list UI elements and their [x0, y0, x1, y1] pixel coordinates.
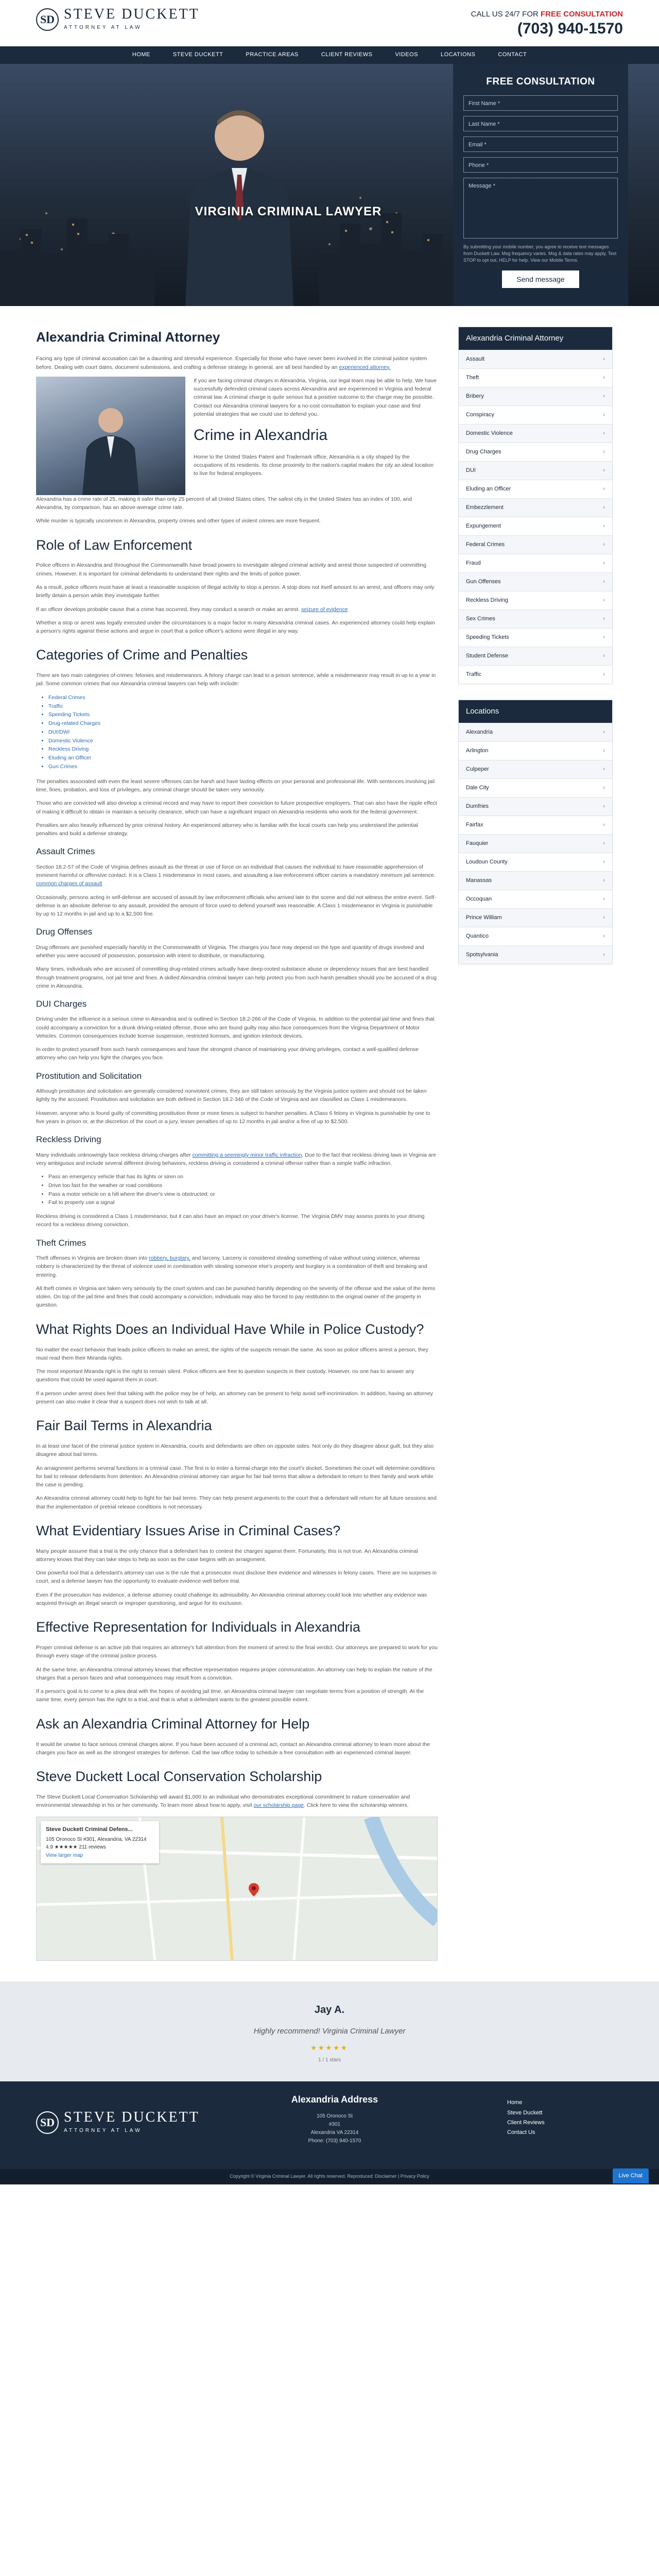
main-nav [0, 46, 659, 64]
chevron-right-icon: › [603, 355, 605, 362]
view-larger-map-link[interactable]: View larger map [46, 1852, 83, 1858]
testimonial-quote: Highly recommend! Virginia Criminal Lawyer [253, 2027, 406, 2036]
sidebar-item-theft[interactable]: Theft › [459, 368, 612, 387]
map-card-rating: 4.9 ★★★★★ 211 reviews [46, 1844, 106, 1850]
footer-brand-subtitle: ATTORNEY AT LAW [64, 2128, 142, 2134]
assault-paragraph-1: Section 18.2-57 of the Code of Virginia defines assault as the threat or use of force on an individual that causes the individual to have reasonable apprehension of imminent harmful or offensive contact. It is a Class 1 misdemeanor in most cases, and assaulting a law enforcement officer carries a mandatory minimum jail sentence. common charges of assault [36, 863, 436, 887]
list-item: • Pass a motor vehicle on a hill where the driver's view is obstructed; or [48, 1190, 438, 1199]
locations-box [458, 700, 613, 964]
dui-heading: DUI Charges [36, 999, 87, 1009]
copyright-bar: Copyright © Virginia Criminal Lawyer. All rights reserved. Reproduced: Disclaimer | Privacy Policy [0, 2169, 659, 2184]
sidebar-item-dui[interactable]: DUI › [459, 461, 612, 480]
sidebar [458, 327, 613, 1961]
rights-paragraph-1: No matter the exact behavior that leads police officers to make an arrest, the rights of the suspects remain the same. As soon as police officers arrest a person, they must read them their Miranda rights. [36, 1346, 428, 1361]
location-arlington[interactable]: Arlington › [459, 741, 612, 760]
email-field[interactable]: Email * [463, 137, 618, 152]
chevron-right-icon: › [603, 822, 605, 828]
chevron-right-icon: › [603, 597, 605, 604]
chevron-right-icon: › [603, 952, 605, 958]
chevron-right-icon: › [603, 671, 605, 678]
chevron-right-icon: › [603, 784, 605, 791]
sidebar-item-domestic-violence[interactable]: Domestic Violence › [459, 424, 612, 443]
location-spotsylvania[interactable]: Spotsylvania › [459, 945, 612, 964]
minor-traffic-infraction-link[interactable]: committing a seemingly minor traffic infraction [192, 1151, 302, 1158]
footer-address [227, 2093, 443, 2145]
office-map[interactable] [36, 1817, 438, 1961]
map-card-address: 105 Oronoco St #301, Alexandria, VA 22314 [46, 1836, 147, 1842]
sidebar-item-reckless-driving[interactable]: Reckless Driving › [459, 591, 612, 609]
sidebar-item-bribery[interactable]: Bribery › [459, 387, 612, 405]
map-card-title: Steve Duckett Criminal Defens... [46, 1826, 133, 1833]
seizure-of-evidence-link[interactable]: seizure of evidence [301, 606, 348, 613]
sidebar-item-embezzlement[interactable]: Embezzlement › [459, 498, 612, 517]
evidentiary-paragraph-1: Many people assume that a trial is the only chance that a defendant has to contest the charges against them. Fortunately, this is not true. An Alexandria criminal attorney knows that they can take steps to help as soon as the case begins with an arraignment. [36, 1548, 418, 1563]
send-message-button[interactable]: Send message [502, 270, 579, 288]
scholarship-paragraph: The Steve Duckett Local Conservation Scholarship will award $1,000 to an individual who demonstrates exceptional commitment to nature conservation and environmental stewardship in his or her community. To learn more about how to apply, visit our scholarship page. Click here to view the scholarship winners. [36, 1793, 410, 1809]
reckless-paragraph-1: Many individuals unknowingly face reckless driving charges after committing a seemingly minor traffic infraction. Due to the fact that reckless driving laws in Virginia are very ambiguous and include several different driving behaviors, reckless driving is considered a criminal offense rather than a simple traffic infraction. [36, 1151, 436, 1166]
sidebar-item-conspiracy[interactable]: Conspiracy › [459, 405, 612, 424]
testimonial-pager[interactable]: 1 / 1 stars [318, 2057, 341, 2063]
call-prefix: CALL US 24/7 FOR [471, 10, 539, 19]
sidebar-item-traffic[interactable]: Traffic › [459, 665, 612, 684]
chevron-right-icon: › [603, 467, 605, 473]
chevron-right-icon: › [603, 560, 605, 567]
footer-brand-name: STEVE DUCKETT [64, 2109, 200, 2126]
sidebar-item-speeding-tickets[interactable]: Speeding Tickets › [459, 628, 612, 647]
effective-paragraph-3: If a person's goal is to come to a plea deal with the hopes of avoiding jail time, an Alexandria criminal lawyer can negotiate terms from a position of strength. At the same time, every person has the right to a trial, and that is what a defendant wants to the greatest possible extent. [36, 1688, 424, 1703]
crime-paragraph-2: Alexandria has a crime rate of 25, making it safer than only 25 percent of all United States cities. The safest city in the United States has an index of 100, and Alexandria, by comparison, has an above-average crime rate. [36, 496, 412, 511]
nav-practice-areas[interactable]: PRACTICE AREAS [246, 52, 299, 58]
footer-link-home[interactable]: Home [507, 2099, 523, 2106]
rights-paragraph-2: The most important Miranda right is the right to remain silent. Police officers are free to question suspects in their custody. However, no one has to answer any questions that could be used against them in court. [36, 1368, 414, 1383]
list-item: • Pass an emergency vehicle that has its lights or siren on [48, 1173, 438, 1181]
fair-bail-paragraph-3: An Alexandria criminal attorney could help to fight for fair bail terms. They can help present arguments to the court that a defendant will return for all future sessions and that the implementation of pretrial release conditions is not necessary. [36, 1495, 437, 1510]
nav-client-reviews[interactable]: CLIENT REVIEWS [321, 52, 373, 58]
chevron-right-icon: › [603, 933, 605, 940]
categories-paragraph-4: Penalties are also heavily influenced by prior criminal history. An experienced attorney who is familiar with the local courts can help you understand the potential penalties and build a defense strategy. [36, 822, 418, 837]
prostitution-paragraph-1: Although prostitution and solicitation are generally considered nonviolent crimes, they are still taken seriously by the Virginia justice system and should not be taken lightly by the accused. Prostitution and solicitation are both defined in Section 18.2-346 of the Code of Virginia and are classified as Class 1 misdemeanors. [36, 1088, 427, 1103]
location-alexandria[interactable]: Alexandria › [459, 723, 612, 741]
map-pin-icon[interactable] [249, 1883, 259, 1896]
address-phone[interactable]: Phone: (703) 940-1570 [308, 2138, 361, 2144]
prostitution-heading: Prostitution and Solicitation [36, 1071, 142, 1081]
chevron-right-icon: › [603, 896, 605, 903]
chevron-right-icon: › [603, 840, 605, 847]
nav-home[interactable]: HOME [132, 52, 150, 58]
role-of-law-enforcement-heading: Role of Law Enforcement [36, 537, 193, 553]
attorney-photo [36, 377, 185, 495]
crime-type-link[interactable]: • Domestic Violence [48, 737, 438, 745]
prostitution-paragraph-2: However, anyone who is found guilty of committing prostitution three or more times is subject to harsher penalties. A Class 6 felony in Virginia is punishable by one to five years in prison or, at the discretion of the court or a jury, lesser penalties of up to 12 months in jail and/or a fine of up to $2,500. [36, 1110, 430, 1125]
star-rating-icon: ★★★★★ [310, 2043, 349, 2052]
chevron-right-icon: › [603, 448, 605, 455]
nav-videos[interactable]: VIDEOS [395, 52, 419, 58]
evidentiary-paragraph-2: One powerful tool that a defendant's attorney can use is the rule that a prosecutor must disclose their evidence and witnesses in felony cases. There are no surprises in court, and a defense lawyer has the opportunity to evaluate evidence well before trial. [36, 1570, 437, 1585]
chevron-right-icon: › [603, 766, 605, 772]
location-fairfax[interactable]: Fairfax › [459, 816, 612, 834]
crime-type-link[interactable]: • DUI/DWI [48, 728, 438, 737]
location-culpeper[interactable]: Culpeper › [459, 760, 612, 778]
nav-locations[interactable]: LOCATIONS [441, 52, 476, 58]
chevron-right-icon: › [603, 747, 605, 754]
chevron-right-icon: › [603, 616, 605, 622]
crime-type-link[interactable]: • Federal Crimes [48, 693, 438, 702]
categories-heading: Categories of Crime and Penalties [36, 647, 248, 663]
common-charges-link[interactable]: common charges of assault [36, 880, 102, 887]
robbery-burglary-link[interactable]: robbery, burglary, [149, 1255, 190, 1262]
reckless-driving-heading: Reckless Driving [36, 1134, 101, 1145]
crime-paragraph: Home to the United States Patent and Trademark office, Alexandria is a city shaped by the occupations of its residents. Its close proximity to the nation's capital makes the city an ideal location to live for federal employees. [194, 453, 433, 477]
crime-type-link[interactable]: • Speeding Tickets [48, 710, 438, 719]
footer-link-contact[interactable]: Contact Us [507, 2129, 535, 2136]
crime-paragraph-3: While murder is typically uncommon in Alexandria, property crimes and other types of violent crimes are more frequent. [36, 518, 321, 524]
testimonial-section [0, 1981, 659, 2081]
sidebar-item-drug-charges[interactable]: Drug Charges › [459, 443, 612, 461]
role-paragraph-1: Police officers in Alexandria and throughout the Commonwealth have broad powers to investigate alleged criminal activity and arrest those suspected of committing crimes. However, it is important for criminal defendants to understand their rights and the limits of police power. [36, 562, 426, 577]
chevron-right-icon: › [603, 541, 605, 548]
assault-heading: Assault Crimes [36, 846, 95, 857]
address-line: #301 [328, 2122, 341, 2128]
chevron-right-icon: › [603, 393, 605, 399]
header-call-to-action [471, 8, 623, 37]
chevron-right-icon: › [603, 522, 605, 529]
sidebar-item-assault[interactable]: Assault › [459, 350, 612, 368]
brand-subtitle: ATTORNEY AT LAW [64, 25, 142, 30]
chevron-right-icon: › [603, 728, 605, 735]
crime-types-list [48, 693, 438, 771]
drug-offenses-heading: Drug Offenses [36, 927, 93, 937]
chevron-right-icon: › [603, 411, 605, 418]
first-name-field[interactable]: First Name * [463, 95, 618, 111]
scholarship-heading: Steve Duckett Local Conservation Scholarship [36, 1769, 322, 1785]
address-line: 105 Oronoco St [316, 2113, 353, 2120]
sms-disclaimer: By submitting your mobile number, you agree to receive text messages from Duckett Law. Msg frequency varies. Msg & data rates may apply. Text STOP to opt out, HELP for help. View our Mobile Terms. [463, 244, 617, 263]
reckless-paragraph-2: Reckless driving is considered a Class 1 misdemeanor, but it can also have an impact on your driver's license. The Virginia DMV may assess points to your driving record for a reckless driving conviction. [36, 1213, 425, 1228]
chevron-right-icon: › [603, 803, 605, 810]
attorney-portrait [170, 90, 309, 306]
role-paragraph-4: Whether a stop or arrest was legally executed under the circumstances is a major factor in many Alexandria criminal cases. An experienced attorney could help explain a person's rights against these actions and argue in court that a police officer's actions were illegal in any way. [36, 619, 436, 635]
role-paragraph-3: If an officer develops probable cause that a crime has occurred, they may conduct a search or make an arrest. seizure of evidence [36, 606, 348, 613]
categories-paragraph-3: Those who are convicted will also develop a criminal record and may have to report their conviction to future prospective employers. That can also have the ripple effect of making it difficult to obtain or maintain a security clearance, which can have a significant impact on Alexandria residents who work for the federal government. [36, 800, 437, 815]
sidebar-item-fraud[interactable]: Fraud › [459, 554, 612, 572]
sidebar-item-student-defense[interactable]: Student Defense › [459, 647, 612, 665]
location-manassas[interactable]: Manassas › [459, 871, 612, 890]
location-dale-city[interactable]: Dale City › [459, 778, 612, 797]
nav-contact[interactable]: CONTACT [498, 52, 527, 58]
crime-in-alexandria-heading: Crime in Alexandria [194, 427, 328, 444]
header-phone[interactable]: (703) 940-1570 [517, 20, 623, 38]
last-name-field[interactable]: Last Name * [463, 116, 618, 131]
logo-monogram: SD [36, 8, 59, 31]
evidentiary-paragraph-3: Even if the prosecution has evidence, a defense attorney could challenge its admissibility. An Alexandria criminal attorney could look into whether any evidence was acquired through an illegal search or improper questioning, and argue for its exclusion. [36, 1591, 427, 1606]
effective-representation-heading: Effective Representation for Individuals in Alexandria [36, 1619, 360, 1635]
live-chat-button[interactable]: Live Chat [613, 2168, 649, 2183]
crime-type-link[interactable]: • Traffic [48, 702, 438, 711]
assault-paragraph-2: Occasionally, persons acting in self-defense are accused of assault by law enforcement officials who arrived late to the scene and did not witness the entire event. Self-defense is an absolute defense to any assault, provided the amount of force used to defend yourself was reasonable. A Class 1 misdemeanor in Virginia is punishable by up to 12 months in jail and up to a $2,500 fine. [36, 894, 436, 918]
footer-logo-monogram: SD [36, 2111, 59, 2134]
effective-paragraph-2: At the same time, an Alexandria criminal attorney knows that effective representation requires proper communication. An attorney can help to explain the nature of the charges that a person faces and what consequences may result from a conviction. [36, 1666, 432, 1681]
evidentiary-issues-heading: What Evidentiary Issues Arise in Criminal Cases? [36, 1522, 341, 1538]
brand-logo[interactable] [36, 7, 200, 32]
crime-type-link[interactable]: • Drug-related Charges [48, 719, 438, 728]
chevron-right-icon: › [603, 877, 605, 884]
chevron-right-icon: › [603, 485, 605, 492]
practice-areas-title: Alexandria Criminal Attorney [459, 327, 612, 350]
location-loudoun[interactable]: Loudoun County › [459, 853, 612, 871]
sidebar-item-federal-crimes[interactable]: Federal Crimes › [459, 535, 612, 554]
categories-paragraph-2: The penalties associated with even the least severe offenses can be harsh and have lasting effects on your personal and professional life. With sentences involving jail time, fines, probation, and loss of privileges, any criminal charge should be taken very seriously. [36, 778, 435, 793]
rights-paragraph-3: If a person under arrest does feel that talking with the police may be of help, an attorney can be present to help avoid self-incrimination. In addition, having an attorney present can also make it clear that a suspect does not wish to talk at all. [36, 1390, 433, 1405]
crime-type-link[interactable]: • Eluding an Officer [48, 754, 438, 762]
footer-link-steve-duckett[interactable]: Steve Duckett [507, 2109, 543, 2116]
intro-paragraph: Facing any type of criminal accusation can be a daunting and stressful experience. Especially for those who have never been involved in the criminal justice system before. Dealing with court dates, document submissions, and crafting a defense strategy in general, are all best handled by an experienced attorney. [36, 355, 427, 370]
effective-paragraph-1: Proper criminal defense is an active job that requires an attorney's full attention from the moment of arrest to the final verdict. Our attorneys are prepared to work for you through every stage of the criminal justice process. [36, 1645, 438, 1659]
theft-paragraph-2: All theft crimes in Virginia are taken very seriously by the court system and can be punished harshly depending on the severity of the offense and the value of the items stolen. On top of the jail time and fines that could accompany a conviction, individuals may also be forced to pay restitution to the original owner of the property in question. [36, 1285, 436, 1309]
location-quantico[interactable]: Quantico › [459, 927, 612, 945]
location-dumfries[interactable]: Dumfries › [459, 797, 612, 816]
footer-logo[interactable] [36, 2110, 200, 2135]
chevron-right-icon: › [603, 504, 605, 511]
categories-paragraph: There are two main categories of crimes: felonies and misdemeanors. A felony charge can lead to a prison sentence, while a misdemeanor may result in up to a year in jail. Some common crimes that our Alexandria criminal lawyers can help with include: [36, 672, 436, 687]
fair-bail-paragraph-2: An arraignment performs several functions in a criminal case. The first is to enter a formal charge into the court's docket. Sometimes the court will determine conditions for bail to release defendants from detention. An Alexandria criminal attorney can argue for fair bail terms that allow a defendant to return to their family and work while the case is pending. [36, 1465, 435, 1488]
experienced-attorney-link[interactable]: experienced attorney. [339, 364, 391, 370]
consultation-title: FREE CONSULTATION [486, 76, 595, 87]
chevron-right-icon: › [603, 579, 605, 585]
consultation-form [453, 64, 628, 306]
intro-paragraph-2: If you are facing criminal charges in Alexandria, Virginia, our legal team may be able to help. We have successfully defended criminal cases across Alexandria and are experienced in Virginia and federal criminal law. A criminal charge is quite serious but a positive outcome to the charge may be possible. Contact our Alexandria criminal lawyers for a no-cost consultation to explain your case and find potential strategies that we could use to defend you. [194, 377, 437, 417]
location-prince-william[interactable]: Prince William › [459, 908, 612, 927]
role-paragraph-2: As a result, police officers must have at least a reasonable suspicion of illegal activity to stop a person. A stop does not itself amount to an arrest, and officers may only briefly detain a person while they investigate further. [36, 584, 435, 599]
footer-link-client-reviews[interactable]: Client Reviews [507, 2119, 545, 2126]
phone-field[interactable]: Phone * [463, 157, 618, 173]
sidebar-item-eluding[interactable]: Eluding an Officer › [459, 480, 612, 498]
fair-bail-paragraph-1: In at least one facet of the criminal justice system in Alexandria, courts and defendants are often on opposite sides. Not only do they disagree about guilt, but they also disagree about bail terms. [36, 1443, 434, 1458]
theft-heading: Theft Crimes [36, 1238, 86, 1248]
footer-links [507, 2098, 545, 2138]
scholarship-page-link[interactable]: our scholarship page [253, 1802, 304, 1809]
chevron-right-icon: › [603, 653, 605, 659]
dui-paragraph-1: Driving under the influence is a serious crime in Alexandria and is outlined in Section 18.2-266 of the Code of Virginia. In addition to the potential jail time and fines that could accompany a conviction for a drunk driving-related offense, those who are found guilty may also face consequences from the Virginia Department of Motor Vehicles. Common consequences include license suspension, restricted licenses, and ignition interlock devices. [36, 1016, 435, 1039]
call-highlight: FREE CONSULTATION [541, 10, 623, 19]
fair-bail-heading: Fair Bail Terms in Alexandria [36, 1418, 212, 1434]
footer-address-title: Alexandria Address [291, 2094, 378, 2105]
message-field[interactable]: Message * [463, 178, 618, 239]
sidebar-item-gun-offenses[interactable]: Gun Offenses › [459, 572, 612, 591]
ask-attorney-heading: Ask an Alexandria Criminal Attorney for Help [36, 1716, 310, 1732]
hero-banner [0, 64, 659, 306]
chevron-right-icon: › [603, 914, 605, 921]
sidebar-item-sex-crimes[interactable]: Sex Crimes › [459, 609, 612, 628]
dui-paragraph-2: In order to protect yourself from such harsh consequences and have the strongest chance of maintaining your driving privileges, contact a well-qualified defense attorney who can help you fight the charges you face. [36, 1046, 419, 1061]
rights-heading: What Rights Does an Individual Have While in Police Custody? [36, 1321, 424, 1337]
crime-type-link[interactable]: • Reckless Driving [48, 745, 438, 754]
list-item: • Fail to properly use a signal [48, 1198, 438, 1207]
location-fauquier[interactable]: Fauquier › [459, 834, 612, 853]
location-occoquan[interactable]: Occoquan › [459, 890, 612, 908]
theft-paragraph-1: Theft offenses in Virginia are broken down into robbery, burglary, and larceny. Larceny is considered stealing something of value without using violence, whereas robbery is characterized by the threat of violence used in combination with stealing someone else's property and burglary is a combination of theft and breaking and entering. [36, 1255, 427, 1278]
hero-title: VIRGINIA CRIMINAL LAWYER [195, 205, 382, 218]
main-content [36, 327, 438, 1961]
list-item: • Drive too fast for the weather or road conditions [48, 1181, 438, 1190]
drug-paragraph-2: Many times, individuals who are accused of committing drug-related crimes actually have deep-rooted substance abuse or dependency issues that are best handled through treatment programs, not jail time and fines. A skilled Alexandria criminal lawyer can help protect you from such harsh penalties should you be accused of a drug crime in Alexandria. [36, 966, 437, 989]
ask-attorney-paragraph: It would be unwise to face serious criminal charges alone. If you have been accused of a criminal act, contact an Alexandria criminal attorney to learn more about the charges you face as well as the strongest strategies for defense. Call the law office today to schedule a free consultation with an experienced criminal lawyer. [36, 1741, 430, 1756]
chevron-right-icon: › [603, 634, 605, 641]
locations-title: Locations [459, 700, 612, 723]
testimonial-author: Jay A. [314, 2004, 345, 2016]
site-header [0, 0, 659, 46]
reckless-behaviors-list [48, 1173, 438, 1207]
chevron-right-icon: › [603, 430, 605, 436]
chevron-right-icon: › [603, 374, 605, 381]
map-info-card [41, 1821, 159, 1863]
page-title: Alexandria Criminal Attorney [36, 329, 220, 345]
drug-paragraph-1: Drug offenses are punished especially harshly in the Commonwealth of Virginia. The charges you face may depend on the type and quantity of drugs involved and whether you were accused of possession, possession with intent to distribute, or manufacturing. [36, 944, 424, 959]
address-line: Alexandria VA 22314 [310, 2130, 359, 2136]
chevron-right-icon: › [603, 859, 605, 866]
sidebar-item-expungement[interactable]: Expungement › [459, 517, 612, 535]
nav-steve-duckett[interactable]: STEVE DUCKETT [172, 52, 223, 58]
practice-areas-box [458, 327, 613, 684]
brand-name: STEVE DUCKETT [64, 6, 200, 22]
crime-type-link[interactable]: • Gun Crimes [48, 762, 438, 771]
